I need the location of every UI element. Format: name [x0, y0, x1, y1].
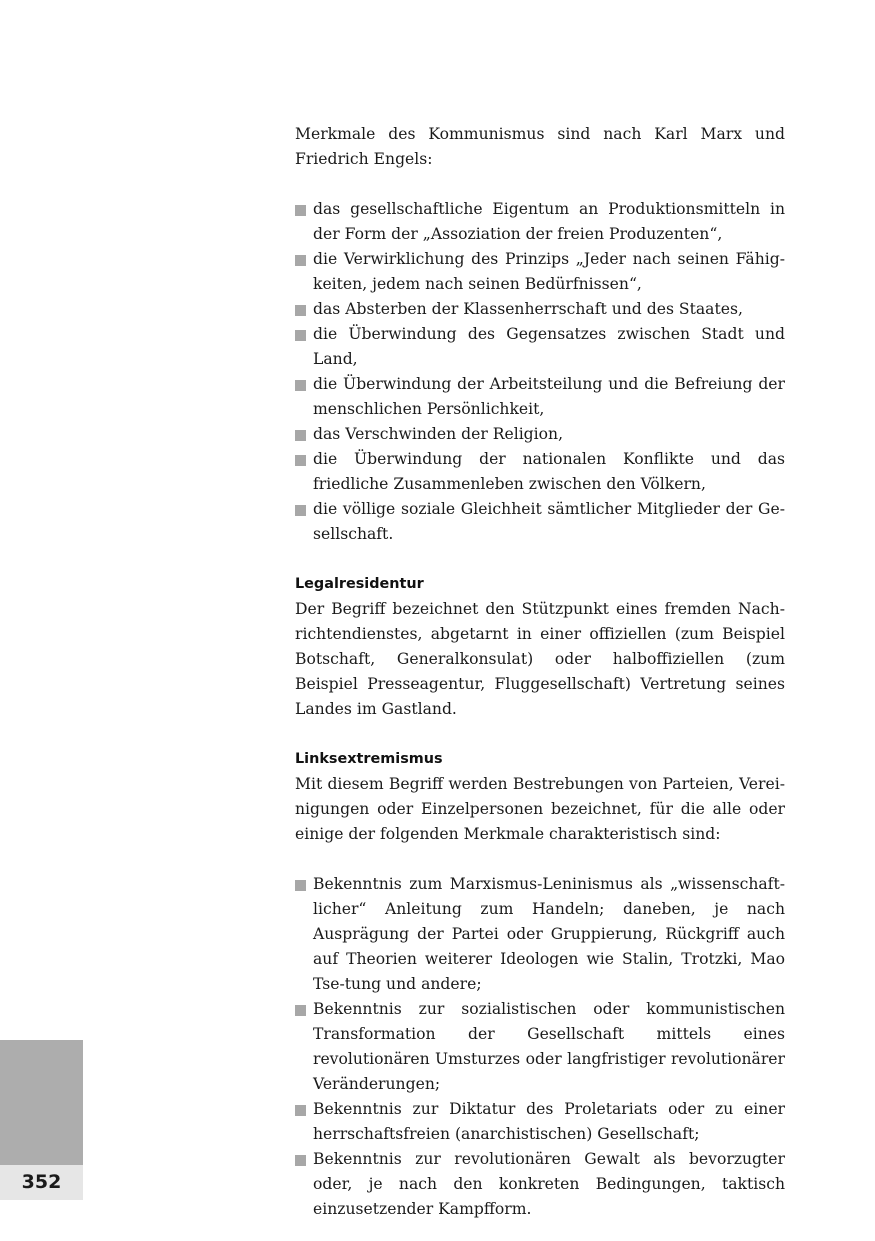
square-bullet-icon	[295, 1005, 306, 1016]
list-item: Bekenntnis zur revolutionären Gewalt als bevorzugter oder, je nach den konkreten Bedingungen, taktisch einzusetzender Kampfform.	[295, 1147, 785, 1222]
linksextremismus-list	[295, 872, 785, 1222]
list-item: die Überwindung des Gegensatzes zwischen Stadt und Land,	[295, 322, 785, 372]
section-heading-linksextremismus: Linksextremismus	[295, 751, 443, 767]
square-bullet-icon	[295, 205, 306, 216]
spacer	[295, 722, 785, 747]
square-bullet-icon	[295, 1155, 306, 1166]
list-item: Bekenntnis zur sozialistischen oder kommunistischen Transformation der Gesellschaft mittels eines revolutionären Umsturzes oder langfristiger revolutionärer Veränderungen;	[295, 997, 785, 1097]
kommunismus-list	[295, 197, 785, 547]
square-bullet-icon	[295, 880, 306, 891]
spacer	[295, 847, 785, 872]
linksextremismus-paragraph: Mit diesem Begriff werden Bestrebungen von Parteien, Vereinigungen oder Einzelpersonen bezeichnet, für die alle oder einige der folgenden Merkmale charakteristisch sind:	[295, 775, 785, 843]
main-text-column	[295, 122, 785, 1222]
section-heading-legalresidentur: Legalresidentur	[295, 576, 424, 592]
list-item: das Verschwinden der Religion,	[295, 422, 785, 447]
list-item: die Überwindung der Arbeitsteilung und die Befreiung der menschlichen Persönlichkeit,	[295, 372, 785, 422]
page-number: 352	[0, 1165, 83, 1200]
spacer	[295, 172, 785, 197]
square-bullet-icon	[295, 430, 306, 441]
list-item: Bekenntnis zum Marxismus-Leninismus als „wissenschaftlicher“ Anleitung zum Handeln; daneben, je nach Ausprägung der Partei oder Gruppierung, Rückgriff auch auf Theorien weiterer Ideologen wie Stalin, Trotzki, Mao Tse-tung und andere;	[295, 872, 785, 997]
chapter-side-tab	[0, 1040, 83, 1165]
list-item: das gesellschaftliche Eigentum an Produktionsmitteln in der Form der „Assoziation der freien Produzenten“,	[295, 197, 785, 247]
spacer	[295, 547, 785, 572]
legalresidentur-paragraph: Der Begriff bezeichnet den Stützpunkt eines fremden Nachrichtendienstes, abgetarnt in einer offiziellen (zum Beispiel Botschaft, Generalkonsulat) oder halboffiziellen (zum Beispiel Presseagentur, Fluggesellschaft) Vertretung seines Landes im Gastland.	[295, 600, 785, 718]
square-bullet-icon	[295, 380, 306, 391]
square-bullet-icon	[295, 330, 306, 341]
square-bullet-icon	[295, 305, 306, 316]
list-item: die Verwirklichung des Prinzips „Jeder nach seinen Fähigkeiten, jedem nach seinen Bedürfnissen“,	[295, 247, 785, 297]
square-bullet-icon	[295, 455, 306, 466]
list-item: die völlige soziale Gleichheit sämtlicher Mitglieder der Gesellschaft.	[295, 497, 785, 547]
square-bullet-icon	[295, 1105, 306, 1116]
square-bullet-icon	[295, 505, 306, 516]
intro-paragraph: Merkmale des Kommunismus sind nach Karl Marx und Friedrich Engels:	[295, 125, 785, 168]
list-item: das Absterben der Klassenherrschaft und des Staates,	[295, 297, 785, 322]
list-item: Bekenntnis zur Diktatur des Proletariats oder zu einer herrschaftsfreien (anarchistischen) Gesellschaft;	[295, 1097, 785, 1147]
square-bullet-icon	[295, 255, 306, 266]
list-item: die Überwindung der nationalen Konflikte und das friedliche Zusammenleben zwischen den Völkern,	[295, 447, 785, 497]
